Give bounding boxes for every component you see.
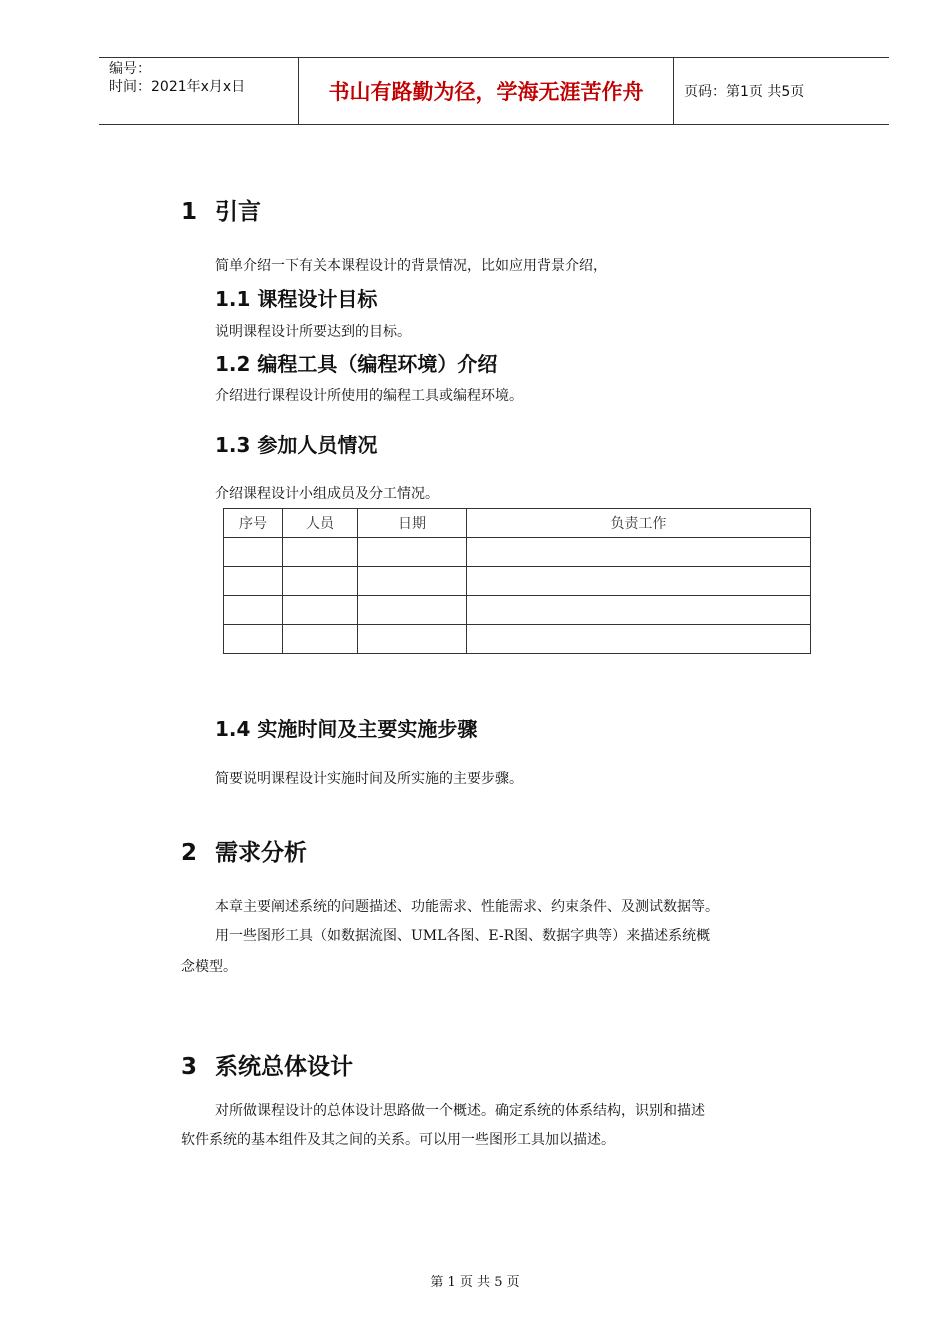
serial-label: 编号： (109, 61, 151, 77)
col-header-index: 序号 (224, 509, 283, 538)
section-1-paragraph: 简单介绍一下有关本课程设计的背景情况，比如应用背景介绍， (215, 258, 607, 274)
section-number: 3 (181, 1054, 198, 1080)
section-2-paragraph-2: 用一些图形工具（如数据流图、UML各图、E-R图、数据字典等）来描述系统概 (215, 928, 711, 944)
col-header-person: 人员 (283, 509, 358, 538)
section-1-2-heading: 1.2 编程工具（编程环境）介绍 (215, 352, 498, 376)
table-header-row (224, 509, 811, 538)
section-title: 需求分析 (215, 840, 307, 866)
col-header-date: 日期 (358, 509, 467, 538)
document-header (99, 57, 889, 125)
section-number: 1 (181, 199, 198, 225)
section-3-paragraph-1: 对所做课程设计的总体设计思路做一个概述。确定系统的体系结构，识别和描述 (215, 1103, 705, 1119)
section-1-3-heading: 1.3 参加人员情况 (215, 433, 378, 457)
section-2-paragraph-1: 本章主要阐述系统的问题描述、功能需求、性能需求、约束条件、及测试数据等。 (215, 899, 719, 915)
table-row (224, 538, 811, 567)
section-title: 系统总体设计 (215, 1054, 353, 1080)
section-1-heading (181, 193, 261, 226)
time-label: 时间：2021年x月x日 (109, 79, 246, 95)
section-number: 2 (181, 840, 198, 866)
section-1-1-paragraph: 说明课程设计所要达到的目标。 (215, 324, 411, 340)
table-row (224, 625, 811, 654)
section-3-paragraph-1-cont: 软件系统的基本组件及其之间的关系。可以用一些图形工具加以描述。 (181, 1132, 615, 1148)
header-meta (99, 58, 299, 124)
section-1-2-paragraph: 介绍进行课程设计所使用的编程工具或编程环境。 (215, 388, 523, 404)
section-1-1-heading: 1.1 课程设计目标 (215, 287, 378, 311)
table-row (224, 596, 811, 625)
section-title: 引言 (215, 199, 261, 225)
section-1-4-heading: 1.4 实施时间及主要实施步骤 (215, 717, 478, 741)
section-3-heading (181, 1048, 353, 1081)
table-row (224, 567, 811, 596)
section-1-4-paragraph: 简要说明课程设计实施时间及所实施的主要步骤。 (215, 771, 523, 787)
header-motto: 书山有路勤为径，学海无涯苦作舟 (299, 58, 674, 124)
header-page-label: 页码：第1页 共5页 (684, 84, 805, 100)
section-2-heading (181, 834, 307, 867)
page-footer: 第 1 页 共 5 页 (430, 1275, 520, 1290)
col-header-duty: 负责工作 (467, 509, 811, 538)
section-2-paragraph-2-cont: 念模型。 (181, 959, 237, 975)
section-1-3-paragraph: 介绍课程设计小组成员及分工情况。 (215, 486, 439, 502)
staff-table (223, 508, 811, 654)
